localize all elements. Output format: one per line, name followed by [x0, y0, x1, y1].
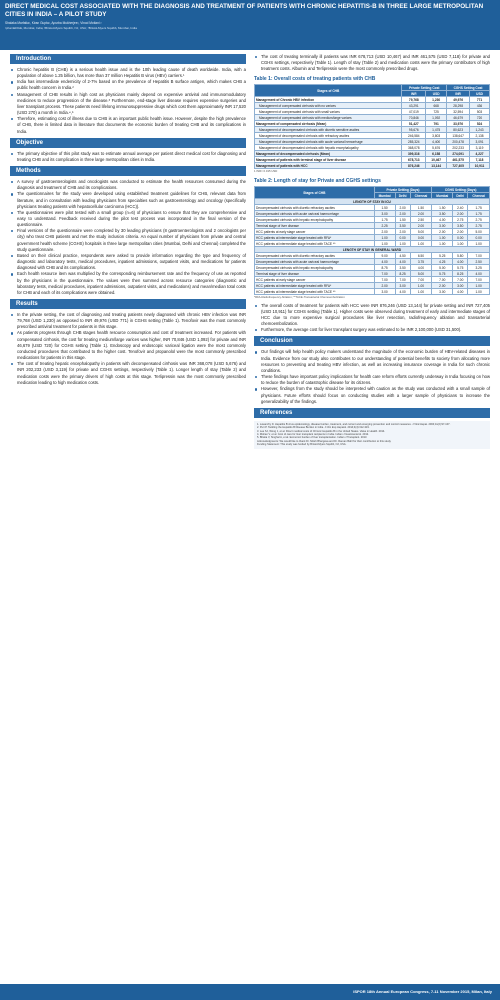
list-item: However, findings from the study should be interpreted with caution as the study was conducted with a small sample of physicians. Future efforts should focus on conducting studies with a larger sample of physicians to increase the generalizability of the findings.	[254, 386, 490, 404]
table-cell: 668	[426, 103, 447, 109]
list-item: The cost of treating terminally ill patients was INR 678,713 (USD 10,467) and INR 461,575 (USD 7,118) for private and CGHS settings, respectively (Table 1). Length of stay (Table 2) and medication costs were the primary contributors of high treatment costs. Albumin and Terlipressin were the most commonly prescribed drugs.	[254, 54, 490, 72]
table-row	[255, 163, 490, 169]
table-cell: 3.00	[432, 223, 453, 229]
table-cell: 1,092	[426, 115, 447, 121]
table-cell: 5.75	[453, 265, 468, 271]
table-cell: 138,647	[447, 133, 470, 139]
table-cell: 6.50	[410, 253, 432, 259]
table-cell: 70,846	[402, 115, 426, 121]
reference-line: Funding Statement: This study was funded by Bristol-Myers Squibb, NJ, USA.	[257, 443, 347, 447]
table-cell: 49,976	[447, 97, 470, 103]
table-cell: 8.75	[374, 265, 395, 271]
table-cell: 1.00	[374, 235, 395, 241]
table-cell: 5.00	[468, 229, 490, 235]
table-cell: 1,475	[426, 127, 447, 133]
table-cell: 2.00	[395, 229, 410, 235]
table-cell: 791	[426, 121, 447, 127]
table-cell: 7.00	[410, 277, 432, 283]
reference-line: 4. Mohan V, et al. Cost of care for liver transplant recipients in India. Indian J Gastroenterol. 2012.	[257, 433, 369, 437]
table-cell: 524	[470, 121, 490, 127]
table-cell: 32,594	[447, 109, 470, 115]
list-item: The primary objective of this pilot study was to estimate annual average per patient direct medical cost for diagnosing and treating CHB and its complication in three large metropolitan cities in India.	[10, 151, 246, 163]
table-cell: 1.50	[374, 205, 395, 211]
table-cell: Decompensated cirrhosis with diuretic refractory ascites	[255, 253, 375, 259]
table1-header-inr: INR	[447, 91, 470, 97]
table-cell: 3.50	[395, 265, 410, 271]
table-cell: 43,291	[402, 103, 426, 109]
table-cell: 9.00	[374, 253, 395, 259]
table1-header-stage: Stages of CHB	[255, 85, 402, 97]
table-cell: 7.00	[432, 277, 453, 283]
table-cell: 274,091	[447, 151, 470, 157]
table-cell: 33,976	[447, 121, 470, 127]
table-cell: HCC patients at intermediate stage treated with RFA*	[255, 283, 375, 289]
table-cell: 1.75	[374, 217, 395, 223]
table-cell: HCC patients at intermediate stage treated with RFA*	[255, 235, 375, 241]
reference-line: 2. Puri P. Tackling the Hepatitis B Disease Burden in India. J Clin Exp Hepatol. 2014;4(4):312-319.	[257, 426, 370, 430]
table-cell: 47,019	[402, 109, 426, 115]
reference-line: 5. Bhatia V, Singhal A, et al. Economic burden of liver transplantation. Indian J Transplant. 2013.	[257, 436, 368, 440]
table-cell: Terminal stage of liver disease	[255, 271, 375, 277]
table-cell: 7.00	[374, 277, 395, 283]
table-cell: Management of decompensated cirrhosis with diuretic sensitive ascites	[255, 127, 402, 133]
table-cell: 2,138	[470, 133, 490, 139]
table2-header-city: Delhi	[395, 193, 410, 199]
table-cell: Terminal stage of liver disease	[255, 223, 375, 229]
table-cell: 2.00	[432, 283, 453, 289]
table-cell: Decompensated cirrhosis with hepatic encephalopathy	[255, 265, 375, 271]
table-cell: 3.25	[468, 265, 490, 271]
table-cell: 1.00	[432, 235, 453, 241]
table-cell: 725	[426, 109, 447, 115]
table-cell: HCC patients at intermediate stage treated with TACE **	[255, 241, 375, 247]
section-heading-objective: Objective	[10, 138, 246, 148]
table-cell: 5,676	[426, 145, 447, 151]
table-cell: 1.00	[410, 283, 432, 289]
table-cell: 7,118	[470, 157, 490, 163]
table-cell: 3.00	[395, 283, 410, 289]
list-item: The questionnaires were pilot tested with a small group (n=6) of physicians to ensure that they are comprehensive and easy to understand. Feedback received during the pilot test process was incorporated in the final version of the questionnaire.	[10, 210, 246, 228]
table-cell: 2.75	[453, 217, 468, 223]
table1-header-cghs: CGHS Setting Cost	[447, 85, 490, 91]
list-item: The questionnaires for the study were developed using established treatment guidelines for CHB, relevant data from literature, and in consultation with leading physicians from specialties such as gastroenterology and oncology (specifically physicians treating patients with hepatocellular carcinoma (HCC)).	[10, 191, 246, 209]
table-cell: 5.00	[410, 271, 432, 277]
table-cell: 4.00	[453, 259, 468, 265]
references-box	[254, 421, 490, 449]
table2-header-private: Private Setting (Days)	[374, 187, 432, 193]
table-cell: 4.00	[432, 217, 453, 223]
table-cell: 51,427	[402, 121, 426, 127]
table-cell: 3.75	[410, 259, 432, 265]
table-cell: 46,679	[447, 115, 470, 121]
results-summary-list	[254, 303, 490, 334]
table-cell: 2.00	[374, 229, 395, 235]
table-cell: 3.00	[453, 283, 468, 289]
table1-header-private: Private Setting Cost	[402, 85, 447, 91]
table-cell: 2.00	[374, 283, 395, 289]
table2-footnote: *RFA-Radiofrequency Ablation; **TACE-Transarterial Chemoembolization	[254, 295, 345, 300]
table-cell: 2.50	[410, 217, 432, 223]
table-cell: 28,298	[447, 103, 470, 109]
list-item: The overall costs of treatment for patients with HCC were INR 876,246 (USD 13,144) for private setting and INR 727,405 (USD 10,911) for CGHS setting (Table 1). Higher costs were observed during treatment of early and intermediate stages of HCC due to more expensive surgical procedures like liver resection, radiofrequency ablation and transarterial chemoembolization.	[254, 303, 490, 328]
table-cell: Management of patients with HCC	[255, 163, 402, 169]
table-cell: Management of compensated cirrhosis (Mean)	[255, 121, 402, 127]
table-cell: 1.50	[432, 205, 453, 211]
table2-title: Table 2: Length of stay for Private and CGHS settings	[254, 178, 381, 185]
table-cell: 7.00	[374, 271, 395, 277]
table-cell: 4,400	[426, 139, 447, 145]
table-cell: 5.00	[432, 265, 453, 271]
poster-authors: Shalaka Marfatia¹, Kiran Gupta¹, Apurba Mukherjee¹, Vinod Motiani ²	[5, 21, 102, 25]
table-cell: Decompensated cirrhosis with acute variceal haemorrhage	[255, 259, 375, 265]
table-cell: 1.00	[432, 241, 453, 247]
section-heading-conclusion: Conclusion	[254, 336, 490, 346]
table-cell: 3,091	[470, 139, 490, 145]
table-cell: 771	[470, 97, 490, 103]
table-cell: 678,713	[402, 157, 426, 163]
table-cell: 1.75	[468, 211, 490, 217]
list-item: Furthermore, the average cost for liver transplant surgery was estimated to be INR 2,100,000 (USD 31,500).	[254, 327, 490, 333]
table-cell: 2.00	[432, 229, 453, 235]
table-cell: 200,478	[447, 139, 470, 145]
reference-line: 3. Lee SJ, Wong J, et al. Direct medical costs of Chronic Hepatitis B in the United States. Value in Health. 2014.	[257, 429, 386, 433]
table-cell: 1.50	[395, 217, 410, 223]
table1-header-usd: USD	[426, 91, 447, 97]
table1-title: Table 1: Overall costs of treating patients with CHB	[254, 76, 376, 83]
table-cell: 3.00	[432, 289, 453, 295]
table-cell: Management of decompensated cirrhosis with acute variceal hemorrhage	[255, 139, 402, 145]
table-cell: 8.25	[395, 271, 410, 277]
table-cell: 2.00	[410, 223, 432, 229]
table-cell: 2.40	[453, 205, 468, 211]
introduction-list	[10, 67, 246, 135]
table-cell: 1.00	[374, 241, 395, 247]
poster-affiliations: ¹phamEDGE, Mumbai, India; ²Bristol-Myers Squibb, NJ, USA; ³Bristol-Myers Squibb, Mumbai, India	[5, 25, 137, 30]
table-cell: 4.00	[410, 265, 432, 271]
table2-icu-rows	[255, 205, 490, 247]
table-cell: 503	[470, 109, 490, 115]
table-cell: 4.25	[432, 259, 453, 265]
table-cell: 4.00	[468, 271, 490, 277]
table-cell: 7.00	[453, 277, 468, 283]
table-cell: Decompensated cirrhosis with acute variceal haemorrhage	[255, 211, 375, 217]
table-cell: Management of decompensated cirrhosis with hepatic encephalopathy	[255, 145, 402, 151]
table-cell: 3,119	[470, 145, 490, 151]
table-cell: 2.25	[374, 223, 395, 229]
poster-header	[0, 0, 500, 50]
table-row	[255, 289, 490, 295]
table2-length-of-stay	[254, 186, 490, 295]
table-cell: Management of decompensated cirrhosis with refractory ascites	[255, 133, 402, 139]
table-cell: 7.00	[468, 277, 490, 283]
table-cell: 1,230	[426, 97, 447, 103]
methods-list	[10, 179, 246, 296]
table-cell: 1.00	[395, 241, 410, 247]
table-cell: 4.50	[395, 253, 410, 259]
table-cell: 0.00	[395, 235, 410, 241]
table-cell: 1.00	[468, 289, 490, 295]
table-cell: 1.00	[410, 289, 432, 295]
list-item: The cost of treating hepatic encephalopathy in patients with decompensated cirrhosis was INR 368,078 (USD 5,676) and INR 202,233 (USD 3,119) for private and CGHS settings, respectively (Table 1). Longer length of stay (Table 2) and medication costs were the primary drivers of high costs at this stage. Terlipressin was the most commonly prescribed medication leading to high medication costs.	[10, 361, 246, 386]
table1-footnote: 1 INR= 0.015 USD	[254, 169, 278, 174]
list-item: As patients progress through CHB stages health resource consumption and cost of treatment increased. For patients with compensated cirrhosis, the cost for treating medium/large varices was higher, INR 70,846 (USD 1,092) for private and INR 46,679 (USD 720) for CGHS setting (Table 1). Endoscopy and endoscopic variceal ligation were the most commonly conducted procedures that contributed to the higher cost. Tenofovir and propanolol were the most commonly prescribed medications for patients in this stage.	[10, 330, 246, 361]
table-cell: 6,158	[426, 151, 447, 157]
table-cell: 8.25	[453, 271, 468, 277]
table-cell: 1.00	[468, 241, 490, 247]
table-cell: 876,246	[402, 163, 426, 169]
section-heading-references: References	[254, 408, 490, 418]
table2-ward-rows	[255, 253, 490, 295]
table-cell: Management of patients with terminal stage of liver disease	[255, 157, 402, 163]
table-cell: 1.75	[468, 205, 490, 211]
reference-line: 1. Lavanchy D. Hepatitis B virus epidemiology, disease burden, treatment, and current and emerging prevention and control measures. J Viral Hepat. 2004;11(2):97-107.	[257, 422, 451, 426]
table2-header-city: Mumbai	[432, 193, 453, 199]
table-cell: 95,676	[402, 127, 426, 133]
table-cell: 3.50	[432, 211, 453, 217]
results-list	[10, 312, 246, 386]
table-cell: 3.00	[374, 211, 395, 217]
table-cell: 2.00	[410, 211, 432, 217]
table-cell: Management of compensated cirrhosis with no varices	[255, 103, 402, 109]
list-item: Final versions of the questionnaire were completed by 30 leading physicians (8 gastroenterologists and 2 oncologists per city) who treat CHB patients and met the study inclusion criteria. An equal number of physicians from private and central government health scheme (CGHS) hospitals in three large metropolitan cities (Mumbai, Delhi and Chennai) completed the study questionnaire.	[10, 228, 246, 253]
list-item: Therefore, estimating cost of illness due to CHB is an important public health issue. However, despite the high prevalence of CHB, there is limited data in literature that documents the economic burden of treating CHB and its complications in India.	[10, 116, 246, 134]
table-cell: 0.00	[453, 235, 468, 241]
table-cell: 13,144	[426, 163, 447, 169]
left-column	[10, 54, 246, 389]
table-cell: 1.50	[410, 205, 432, 211]
table-cell: HCC patients at intermediate stage treated with TACE **	[255, 289, 375, 295]
table-cell: 4.00	[395, 289, 410, 295]
table-cell: 2.50	[468, 259, 490, 265]
table-cell: HCC patients at early stage cancer	[255, 277, 375, 283]
table-cell: 1.00	[410, 241, 432, 247]
table-cell: HCC patients at early stage cancer	[255, 229, 375, 235]
table-cell: 246,584	[402, 133, 426, 139]
table-cell: 0.00	[410, 235, 432, 241]
section-heading-results: Results	[10, 299, 246, 309]
table-cell: 3,803	[426, 133, 447, 139]
table2-header-cghs: CGHS Setting (Days)	[432, 187, 490, 193]
table-cell: 2.75	[468, 217, 490, 223]
list-item: India has intermediate endemicity of 2-7% based on the prevalence of Hepatitis B surface antigen, which makes CHB a public health concern in India.²	[10, 79, 246, 91]
table2-header-city: Delhi	[453, 193, 468, 199]
table2-subheading-ward: LENGTH OF STAY IN GENERAL WARD	[255, 247, 490, 253]
list-item: Each health resource item was multiplied by the corresponding reimbursement rate and the frequency of use as reported by the physicians in the questionnaire. The values were then summed across resource categories (diagnostic and laboratory tests, medical procedures, inpatient admissions, outpatient visits, and medications) and mean/median total costs for CHB and each of its complications were obtained.	[10, 271, 246, 296]
table-cell: 5.75	[432, 271, 453, 277]
table-cell: Management of Chronic HBV infection	[255, 97, 402, 103]
table-cell: Management of compensated cirrhosis with small varices	[255, 109, 402, 115]
table-cell: 4,227	[470, 151, 490, 157]
table-cell: 5.00	[410, 229, 432, 235]
table-cell: Decompensated cirrhosis with diuretic refractory ascites	[255, 205, 375, 211]
table-cell: 80,623	[447, 127, 470, 133]
section-heading-methods: Methods	[10, 166, 246, 176]
table-cell: 10,467	[426, 157, 447, 163]
table-cell: 727,405	[447, 163, 470, 169]
table-cell: 399,316	[402, 151, 426, 157]
table2-subheading-icu: LENGTH OF STAY IN ICU	[255, 199, 490, 205]
reference-line: Acknowledgments: We would like to thank Dr. Nitish Bhargava and Dr. Raman Bahl for their contribution to this study.	[257, 439, 392, 443]
list-item: These findings have important policy implications for health care reform efforts currently underway in India focusing on how to reduce the burden of catastrophic disease for its citizens.	[254, 374, 490, 386]
table-cell: 2.00	[453, 229, 468, 235]
list-item: Our findings will help health policy makers understand the magnitude of the economic burden of HBV-related diseases in India. Evidence from our study also contributes to our understanding of potential benefits to society from allocating more resources to preventing and treating HBV infection, as well as increasing insurance coverage in India for such chronic conditions.	[254, 349, 490, 374]
table1-body	[255, 97, 490, 169]
table-cell: 3.00	[374, 289, 395, 295]
table2-header-city: Chennai	[468, 193, 490, 199]
table-cell: 1,243	[470, 127, 490, 133]
table2-header-city: Chennai	[410, 193, 432, 199]
right-column	[254, 54, 490, 449]
table-cell: 368,078	[402, 145, 426, 151]
table-cell: 2.00	[453, 211, 468, 217]
table1-overall-costs	[254, 84, 490, 169]
table-cell: 0.00	[468, 235, 490, 241]
table-cell: 285,324	[402, 139, 426, 145]
table-cell: 720	[470, 115, 490, 121]
table-cell: 461,575	[447, 157, 470, 163]
section-heading-introduction: Introduction	[10, 54, 246, 64]
table-cell: Management of decompensated cirrhosis (Mean)	[255, 151, 402, 157]
table-cell: 4.00	[374, 259, 395, 265]
table-cell: 5.80	[453, 253, 468, 259]
table2-header-city: Mumbai	[374, 193, 395, 199]
list-item: Chronic hepatitis B (CHB) is a serious health issue and is the 10th leading cause of death worldwide. India, with a population of above 1.25 billion, has more than 37 million Hepatitis B virus (HBV) carriers.¹	[10, 67, 246, 79]
table1-header-inr: INR	[402, 91, 426, 97]
poster-title: DIRECT MEDICAL COST ASSOCIATED WITH THE DIAGNOSIS AND TREATMENT OF PATIENTS WITH CHRONIC HEPATITIS-B IN THREE LARGE METROPOLITAN CITIES IN INDIA – A PILOT STUDY	[5, 3, 484, 18]
table-cell: 436	[470, 103, 490, 109]
results-continued-list	[254, 54, 490, 72]
table-cell: 202,233	[447, 145, 470, 151]
objective-list	[10, 151, 246, 163]
table-cell: 2.00	[395, 211, 410, 217]
table-cell: 2.75	[468, 223, 490, 229]
table-cell: 79,768	[402, 97, 426, 103]
table-cell: 7.00	[395, 277, 410, 283]
table-cell: 10,911	[470, 163, 490, 169]
table1-header-usd: USD	[470, 91, 490, 97]
table-cell: 4.00	[395, 259, 410, 265]
conclusion-list	[254, 349, 490, 404]
table-cell: Management of compensated cirrhosis with medium/large varices	[255, 115, 402, 121]
list-item: A survey of gastroenterologists and oncologists was conducted to estimate the health resources consumed during the diagnosis and treatment of CHB and its complications.	[10, 179, 246, 191]
table2-header-stage: Stages of CHB	[255, 187, 375, 199]
table-cell: 2.00	[395, 205, 410, 211]
table-cell: 3.50	[453, 223, 468, 229]
table-cell: 5.25	[432, 253, 453, 259]
list-item: In the private setting, the cost of diagnosing and treating patients newly diagnosed with chronic HBV infection was INR 79,768 (USD 1,230) as opposed to INR 49,976 (USD 771) in CGHS setting (Table 1). Tenofovir was the most commonly prescribed antiviral treatment for patients in this stage.	[10, 312, 246, 330]
list-item: Management of CHB results in high cost as physicians mainly depend on expensive antiviral and immunomodulatory medicines to reduce progression of the disease.³ Furthermore, end-stage liver disease requires expensive surgeries and liver transplant process. These patients need lifelong immunosuppressive drugs which cost them approximately INR 17,520 (USD 270) a month in India.⁴,⁵	[10, 92, 246, 117]
table-cell: 3.50	[395, 223, 410, 229]
table-cell: 1.00	[468, 283, 490, 289]
poster-footer: ISPOR 18th Annual European Congress, 7-11 November 2015, Milan, Italy	[0, 984, 500, 1000]
table-cell: Decompensated cirrhosis with hepatic encephalopathy	[255, 217, 375, 223]
list-item: Based on their clinical practice, respondents were asked to provide information regarding the type and frequency of diagnostic and laboratory tests, medical procedures, inpatient admissions, outpatient visits, and medications for patients diagnosed with CHB and its complications.	[10, 253, 246, 271]
table-cell: 4.00	[453, 289, 468, 295]
table-cell: 1.00	[453, 241, 468, 247]
table-cell: 7.00	[468, 253, 490, 259]
